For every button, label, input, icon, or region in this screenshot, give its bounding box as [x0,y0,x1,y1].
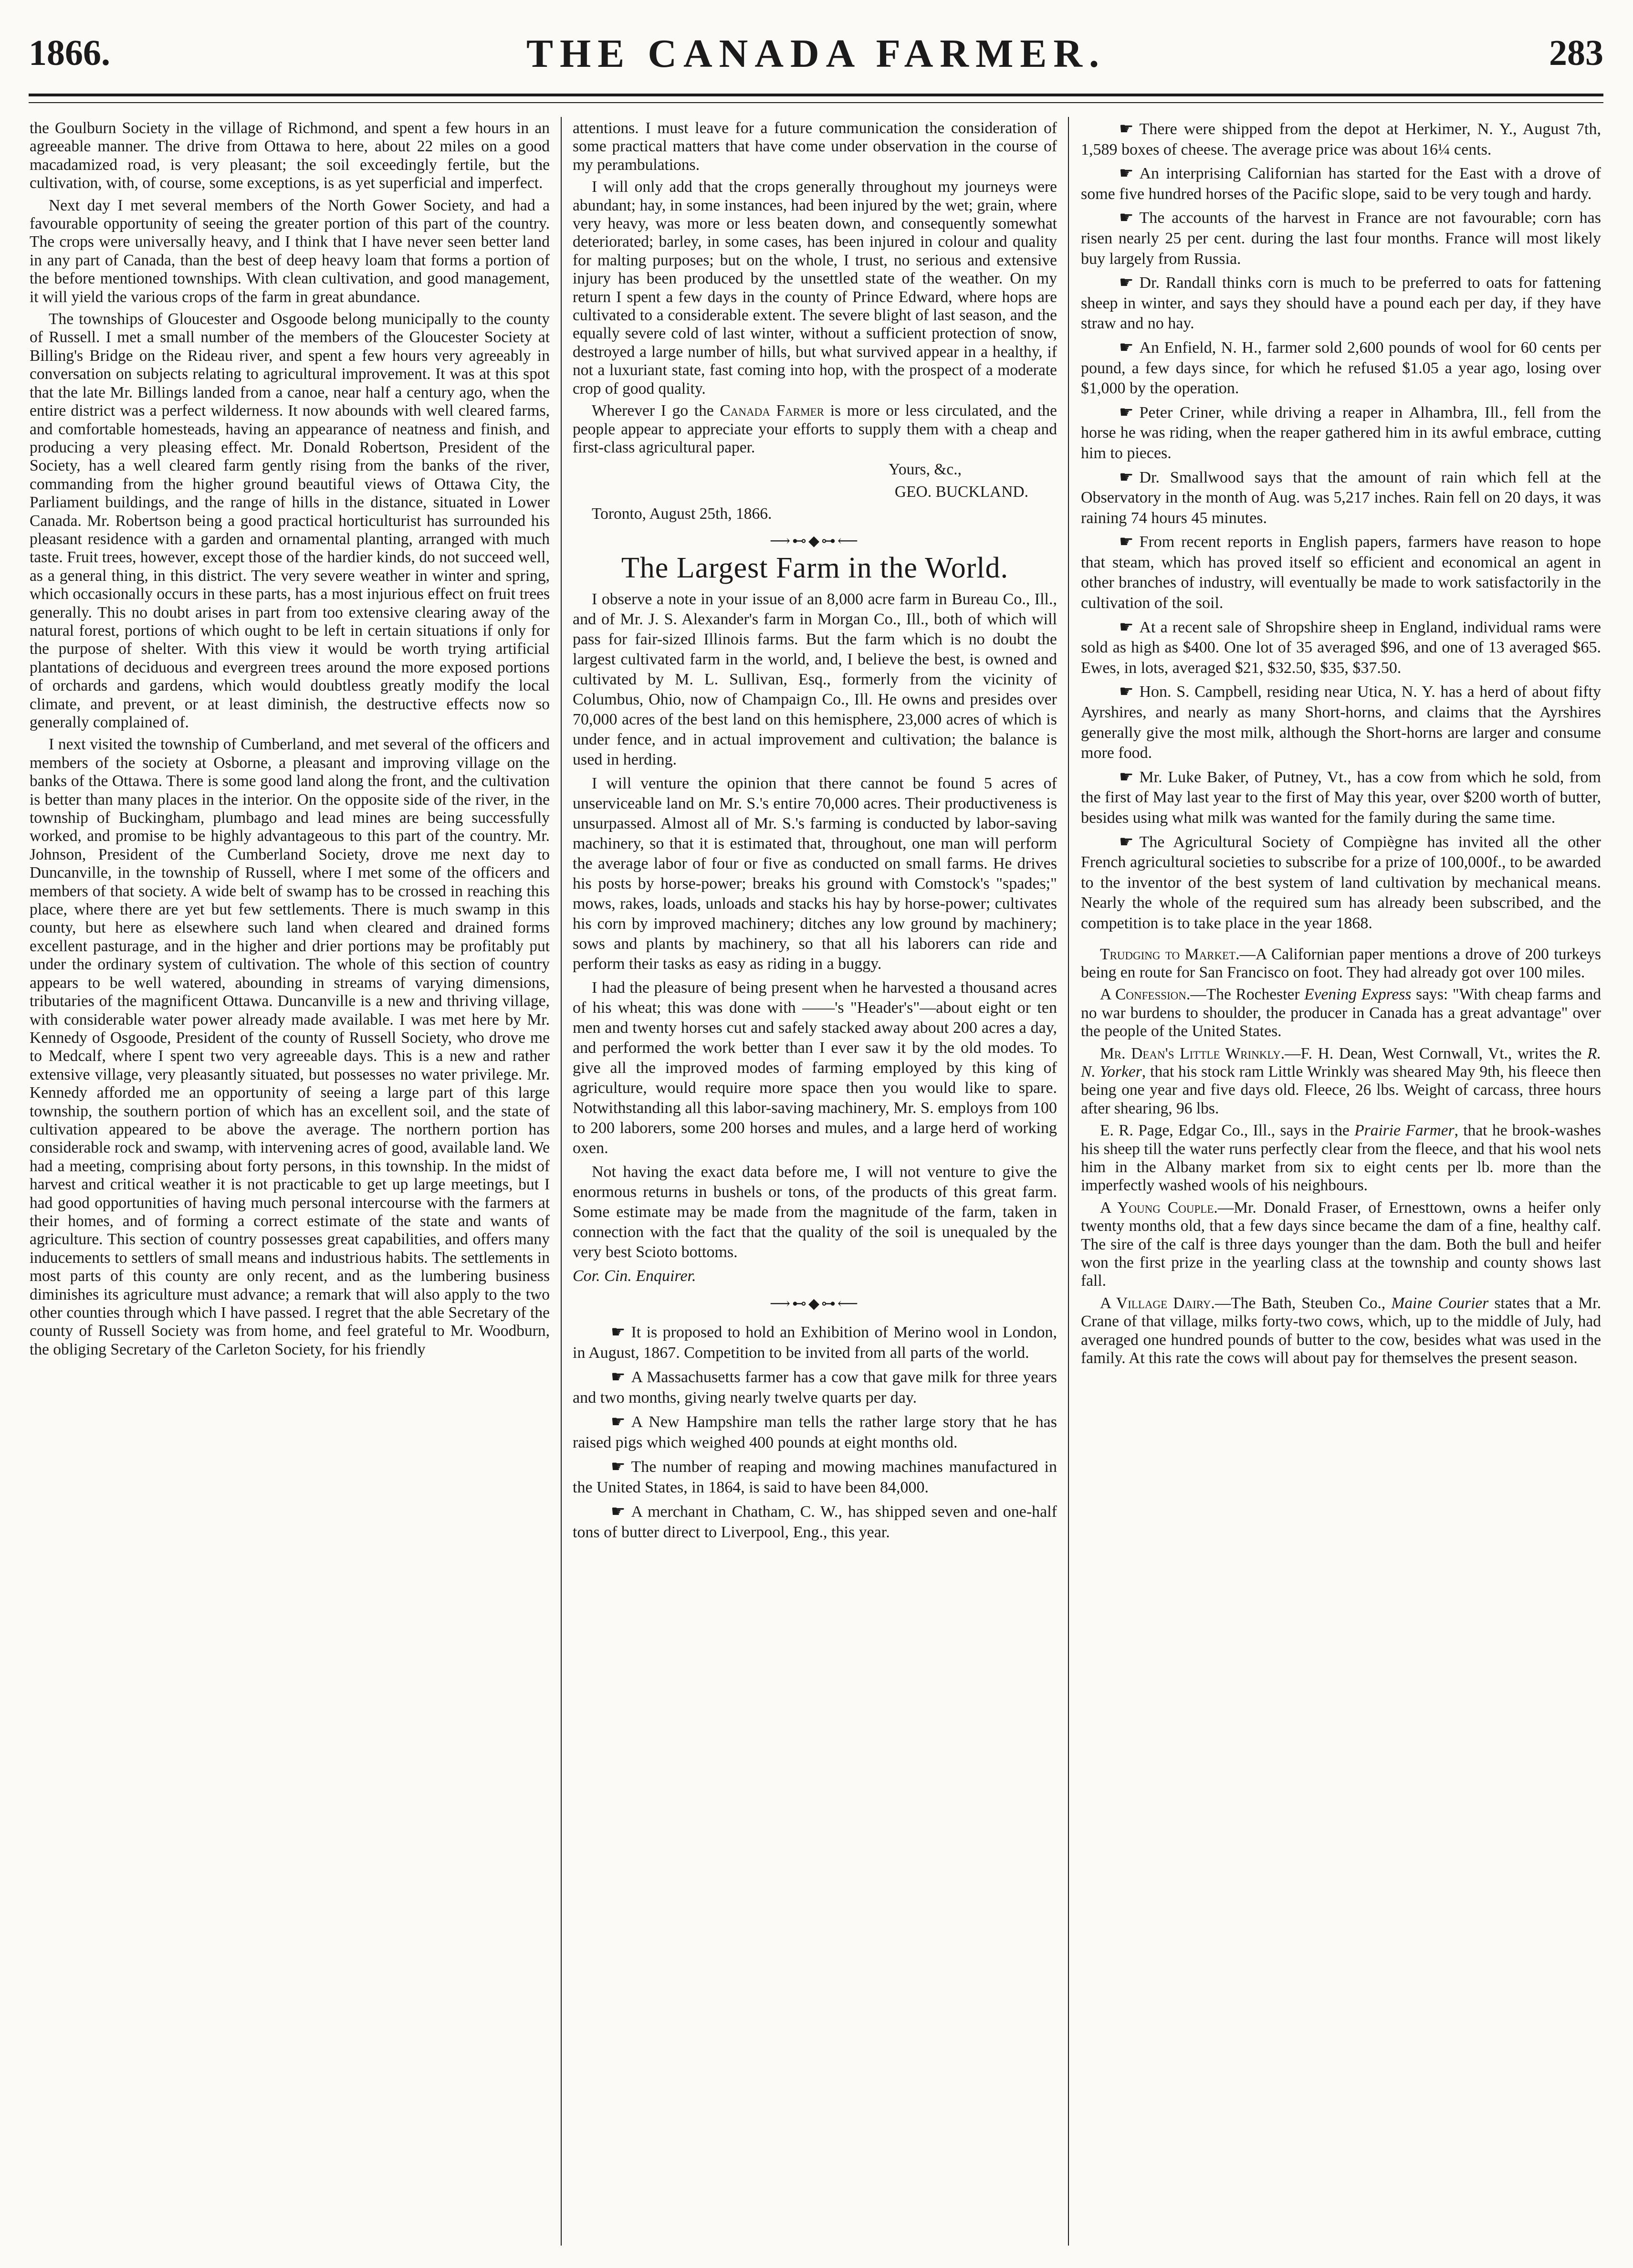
item-heading: Trudging to Market. [1100,945,1240,963]
header-rule-thin [29,102,1603,103]
news-note [1081,273,1601,334]
letter-closing: Yours, &c., [889,461,962,479]
pointing-hand-icon: ☛ [1119,338,1134,357]
text: states that a Mr. Crane of that village, milks forty-two cows, which, up to the middle of July, had averaged one hundred pounds of butter to the cow, besides what was used in the family. At this rate the cows will about pay for themselves the present season. [1081,1294,1601,1367]
note-text: The Agricultural Society of Compiègne has invited all the other French agricultural societies to subscribe for a prize of 100,000f., to be awarded to the inventor of the best system of land cultivation by mechanical means. Nearly the whole of the required sum has already been subscribed, and the competition is to take place in the year 1868. [1081,833,1601,932]
news-note [1081,532,1601,613]
news-note [573,1367,1057,1408]
pointing-hand-icon: ☛ [1119,120,1134,138]
note-text: Mr. Luke Baker, of Putney, Vt., has a cow from which he sold, from the first of May last year to the first of May this year, over $200 worth of butter, besides using what milk was wanted for the family during the same time. [1081,768,1601,827]
paragraph [573,402,1057,457]
paragraph: Not having the exact data before me, I will not venture to give the enormous returns in bushels or tons, of the products of this great farm. Some estimate may be made from the magnitude of the farm, taken in connection with the fact that the quality of the soil is unequaled by the very best Scioto bottoms. [573,1163,1057,1261]
note-text: An Enfield, N. H., farmer sold 2,600 pounds of wool for 60 cents per pound, a few days since, for which he refused $1.05 a year ago, losing over $1,000 by the operation. [1081,338,1601,398]
paragraph: attentions. I must leave for a future communication the consideration of some practical matters that have come under observation in the course of my perambulations. [573,119,1057,174]
news-note [1081,832,1601,934]
text: E. R. Page, Edgar Co., Ill., says in the [1100,1122,1355,1140]
news-note [1081,119,1601,160]
news-note [1081,468,1601,529]
section-ornament: ⟶⊷◆⊶⟵ [769,533,860,549]
paper-name: Canada Farmer [720,402,824,420]
pointing-hand-icon: ☛ [611,1368,626,1386]
paragraph [1081,1294,1601,1368]
news-note [1081,164,1601,204]
pointing-hand-icon: ☛ [1119,618,1134,636]
paragraph: I had the pleasure of being present when he harvested a thousand acres of his wheat; this was done with ——'s "Header's"—about eight or ten men and twenty horses cut and safely stacked away about 200 acres a day, and performed the work better than I ever saw it by the old modes. To give all the improved modes of farming employed by this king of agriculture, would require more space then you would like to spare. Notwithstanding all this labor-saving machinery, Mr. S. employs from 100 to 200 laborers, some 200 horses and mules, and a large herd of working oxen. [573,979,1057,1157]
news-note [573,1457,1057,1498]
text: —A Californian paper mentions a drove of 200 turkeys being en route for San Francisco on foot. They had already got over 100 miles. [1081,945,1601,981]
pointing-hand-icon: ☛ [611,1458,626,1476]
article-source [573,1266,1057,1286]
paragraph [1081,986,1601,1040]
note-text: The number of reaping and mowing machines manufactured in the United States, in 1864, is said to have been 84,000. [573,1458,1057,1496]
issue-year: 1866. [29,33,110,73]
pointing-hand-icon: ☛ [611,1323,626,1341]
pointing-hand-icon: ☛ [1119,209,1134,227]
pointing-hand-icon: ☛ [611,1502,626,1521]
paper-name: R. N. Yorker [1081,1044,1601,1081]
paragraph: I next visited the township of Cumberland, and met several of the officers and members of the society at Osborne, a pleasant and improving village on the banks of the Ottawa. There is some good land along the front, and the cultivation is better than many places in the interior. On the opposite side of the river, in the township of Buckingham, plumbago and lead mines are being successfully worked, and promise to be highly advantageous to this part of the country. Mr. Johnson, President of the Cumberland Society, drove me next day to Duncanville, in the township of Russell, where I met some of the officers and members of that society. A wide belt of swamp has to be crossed in reaching this place, where there are yet but few settlements. There is much swamp in this county, but here as elsewhere such land when cleared and drained forms excellent pasturage, and in the higher and drier portions may be profitably put under the ordinary system of cultivation. The whole of this section of country appears to be well watered, abounding in streams of varying dimensions, tributaries of the magnificent Ottawa. Duncanville is a new and thriving village, with considerable water power already made available. I was met here by Mr. Kennedy of Osgoode, President of the county of Russell Society, who drove me to Medcalf, where I spent two very agreeable days. This is a new and rather extensive village, very pleasantly situated, but possesses no water privilege. Mr. Kennedy afforded me an opportunity of seeing a large part of this large township, the southern portion of which has an excellent soil, and the state of cultivation appeared to be above the average. The northern portion has considerable rock and swamp, with intervening acres of good, available land. We had a meeting, comprising about forty persons, in this township. In the midst of harvest and critical weather it is not practicable to get up large meetings, but I had good opportunities of having much personal intercourse with the farmers at their homes, and of forming a correct estimate of the state and wants of agriculture. This section of country possesses great capabilities, and offers many inducements to settlers of small means and industrious habits. The settlements in most parts of this county are only recent, and as the lumbering business diminishes its agriculture must advance; a remark that will also apply to the two other counties through which I have passed. I regret that the able Secretary of the county of Russell Society was from home, and feel grateful to Mr. Woodburn, the obliging Secretary of the Carleton Society, for his friendly [30,735,550,1358]
letter-dateline: Toronto, August 25th, 1866. [592,505,772,523]
paragraph [1081,1199,1601,1291]
item-heading: A Confession. [1100,986,1191,1004]
paragraph: I will venture the opinion that there cannot be found 5 acres of unserviceable land on Mr. S.'s entire 70,000 acres. Their productiveness is unsurpassed. Almost all of Mr. S.'s farming is conducted by labor-saving machinery, so that it is estimated that, throughout, one man will perform the average labor of four or five as conducted on small farms. He drives his posts by horse-power; breaks his ground with Comstock's "spades;" mows, rakes, loads, unloads and stacks his hay by horse-power; cultivates his corn by improved machinery; ditches any low ground by machinery; sows and plants by machinery, so that all his laborers can ride and perform their tasks as easy as riding in a buggy. [573,775,1057,973]
note-text: A Massachusetts farmer has a cow that gave milk for three years and two months, giving nearly twelve quarts per day. [573,1368,1057,1407]
paragraph: I will only add that the crops generally throughout my journeys were abundant; hay, in some instances, had been injured by the wet; grain, where very heavy, was more or less beaten down, and consequently somewhat deteriorated; barley, in some cases, has been injured in colour and quality for malting purposes; but on the whole, I trust, no serious and extensive injury has been produced by the unsettled state of the weather. On my return I spent a few days in the county of Prince Edward, where hops are cultivated to a considerable extent. The severe blight of last season, and the equally severe cold of last winter, without a sufficient protection of snow, destroyed a large number of hills, but what survived appear in a healthy, if not a luxuriant state, fast coming into hop, with the prospect of a moderate crop of good quality. [573,178,1057,398]
note-text: From recent reports in English papers, farmers have reason to hope that steam, which has proved itself so efficient and economical an agent in other branches of industry, will eventually be made to work satisfactorily in the cultivation of the soil. [1081,533,1601,612]
note-text: Peter Criner, while driving a reaper in Alhambra, Ill., fell from the horse he was riding, when the reaper gathered him in its awful embrace, cutting him to pieces. [1081,403,1601,462]
source-name: Cor. Cin. Enquirer. [573,1267,696,1285]
paragraph [1081,945,1601,982]
note-text: Dr. Randall thinks corn is much to be preferred to oats for fattening sheep in winter, and says they should have a pound each per day, if they have straw and no hay. [1081,274,1601,333]
note-list [573,1322,1057,1543]
paragraph: The townships of Gloucester and Osgoode belong municipally to the county of Russell. I met a small number of the members of the Gloucester Society at Billing's Bridge on the Rideau river, and spent a few hours very agreeably in conversation on subjects relating to agricultural improvement. It was at this spot that the late Mr. Billings landed from a canoe, near half a century ago, when the entire district was a perfect wilderness. It now abounds with well cleared farms, and comfortable homesteads, having an appearance of neatness and finish, and producing a very pleasing effect. Mr. Donald Robertson, President of the Society, has a well cleared farm gently rising from the banks of the river, commanding from the higher ground beautiful views of Ottawa City, the Parliament buildings, and the range of hills in the distance, situated in Lower Canada. Mr. Robertson being a good practical horticulturist has surrounded his pleasant residence with a garden and ornamental planting, arranged with much taste. Fruit trees, however, except those of the hardier kinds, do not succeed well, as a general thing, in this district. The very severe weather in winter and spring, which occasionally occurs in these parts, has a most injurious effect on fruit trees generally. This no doubt arises in part from too extensive clearing away of the natural forest, portions of which ought to be left in certain situations if only for the purpose of shelter. With this view it would be worth trying artificial plantations of deciduous and evergreen trees around the more exposed portions of orchards and gardens, which would doubtless greatly modify the local climate, and prevent, or at least diminish, the destructive effects now so generally complained of. [30,310,550,731]
note-text: Dr. Smallwood says that the amount of rain which fell at the Observatory in the month of Aug. was 5,217 inches. Rain fell on 20 days, it was raining 74 hours 45 minutes. [1081,468,1601,527]
pointing-hand-icon: ☛ [1119,468,1134,486]
note-text: There were shipped from the depot at Herkimer, N. Y., August 7th, 1,589 boxes of cheese. The average price was about 16¼ cents. [1081,120,1601,158]
column-1 [30,119,550,2238]
news-note [1081,208,1601,269]
header-rule-thick [29,94,1603,96]
item-heading: A Village Dairy. [1100,1294,1215,1312]
paragraph: the Goulburn Society in the village of Richmond, and spent a few hours in an agreeable manner. The drive from Ottawa to here, about 22 miles on a good macadamized road, is very pleasant; the soil exceedingly fertile, but the cultivation, with, of course, some exceptions, is as yet superficial and imperfect. [30,119,550,192]
column-divider [1068,117,1069,2246]
pointing-hand-icon: ☛ [1119,533,1134,551]
text: , that he brook-washes his sheep till the water runs perfectly clear from the fleece, and that his wool nets him in the Albany market from six to eight cents per lb. more than the imperfectly washed wools of his neighbours. [1081,1122,1601,1195]
paragraph [1081,1045,1601,1118]
paragraph: Next day I met several members of the North Gower Society, and had a favourable opportunity of seeing the greater portion of this part of the country. The crops were universally heavy, and I think that I have never seen better land in any part of Canada, than the best of deep heavy loam that forms a portion of the before mentioned townships. With clean cultivation, and good management, it will yield the various crops of the farm in great abundance. [30,196,550,306]
column-3 [1081,119,1601,2238]
newspaper-title: THE CANADA FARMER. [526,32,1106,76]
paragraph: I observe a note in your issue of an 8,000 acre farm in Bureau Co., Ill., and of Mr. J. S. Alexander's farm in Morgan Co., Ill., both of which will pass for fair-sized Illinois farms. But the farm which is no doubt the largest cultivated farm in the world, and, I believe the best, is owned and cultivated by M. L. Sullivan, Esq., formerly from the vicinity of Columbus, Ohio, now of Champaign Co., Ill. He owns and presides over 70,000 acres of the best land on this hemisphere, 23,000 acres of which is under fence, and in actual improvement and cultivation; the balance is used in herding. [573,590,1057,769]
item-heading: Mr. Dean's Little Wrinkly. [1100,1044,1285,1062]
page-number: 283 [1549,33,1603,73]
item-heading: A Young Couple. [1100,1198,1218,1217]
news-note [1081,618,1601,679]
note-text: It is proposed to hold an Exhibition of Merino wool in London, in August, 1867. Competition to be invited from all parts of the world. [573,1323,1057,1362]
pointing-hand-icon: ☛ [611,1413,626,1431]
pointing-hand-icon: ☛ [1119,274,1134,292]
text: Wherever I go the [592,402,720,420]
column-divider [561,117,562,2246]
news-note [573,1322,1057,1363]
note-list [1081,119,1601,934]
article-title: The Largest Farm in the World. [621,551,1009,584]
text: —The Bath, Steuben Co., [1214,1294,1392,1312]
pointing-hand-icon: ☛ [1119,683,1134,701]
news-note [1081,338,1601,399]
letter-signature: GEO. BUCKLAND. [894,483,1028,501]
note-text: Hon. S. Campbell, residing near Utica, N. Y. has a herd of about fifty Ayrshires, and nearly as many Short-horns, and claims that the Ayrshires generally give the most milk, although the Short-horns are larger and consume more food. [1081,683,1601,762]
column-2 [573,119,1057,2238]
article-body [573,589,1057,1286]
news-note [573,1412,1057,1453]
note-text: An interprising Californian has started for the East with a drove of some five hundred horses of the Pacific slope, said to be very tough and hardy. [1081,165,1601,203]
pointing-hand-icon: ☛ [1119,768,1134,786]
paragraph [1081,1122,1601,1195]
paper-name: Evening Express [1304,986,1412,1004]
pointing-hand-icon: ☛ [1119,165,1134,183]
text: says: "With cheap farms and no war burdens to shoulder, the producer in Canada has a great advantage" over the people of the United States. [1081,986,1601,1040]
note-text: The accounts of the harvest in France are not favourable; corn has risen nearly 25 per cent. during the last four months. France will most likely buy largely from Russia. [1081,209,1601,268]
text: , that his stock ram Little Wrinkly was sheared May 9th, his fleece then being one year and five days old. Fleece, 26 lbs. Weight of carcass, three hours after shearing, 96 lbs. [1081,1063,1601,1117]
section-ornament: ⟶⊷◆⊶⟵ [769,1296,860,1312]
paper-name: Prairie Farmer [1354,1122,1455,1140]
pointing-hand-icon: ☛ [1119,833,1134,851]
text: —F. H. Dean, West Cornwall, Vt., writes the [1285,1044,1588,1062]
note-text: A New Hampshire man tells the rather large story that he has raised pigs which weighed 400 pounds at eight months old. [573,1413,1057,1451]
news-note [1081,682,1601,763]
news-note [1081,767,1601,829]
paper-name: Maine Courier [1391,1294,1489,1312]
text: —Mr. Donald Fraser, of Ernesttown, owns a heifer only twenty months old, that a few days since became the dam of a fine, healthy calf. The sire of the calf is three days younger than the dam. Both the bull and heifer won the first prize in the yearling class at the township and county shows last fall. [1081,1198,1601,1290]
text: is more or less circulated, and the people appear to appreciate your efforts to supply them with a cheap and first-class agricultural paper. [573,402,1057,456]
note-text: At a recent sale of Shropshire sheep in England, individual rams were sold as high as $400. One lot of 35 averaged $96, and one of 13 averaged $65. Ewes, in lots, averaged $21, $32.50, $35, $37.50. [1081,618,1601,677]
pointing-hand-icon: ☛ [1119,403,1134,421]
text: —The Rochester [1190,986,1305,1004]
news-note [1081,403,1601,464]
note-text: A merchant in Chatham, C. W., has shipped seven and one-half tons of butter direct to Liverpool, Eng., this year. [573,1502,1057,1541]
masthead [29,13,1603,85]
news-note [573,1502,1057,1543]
